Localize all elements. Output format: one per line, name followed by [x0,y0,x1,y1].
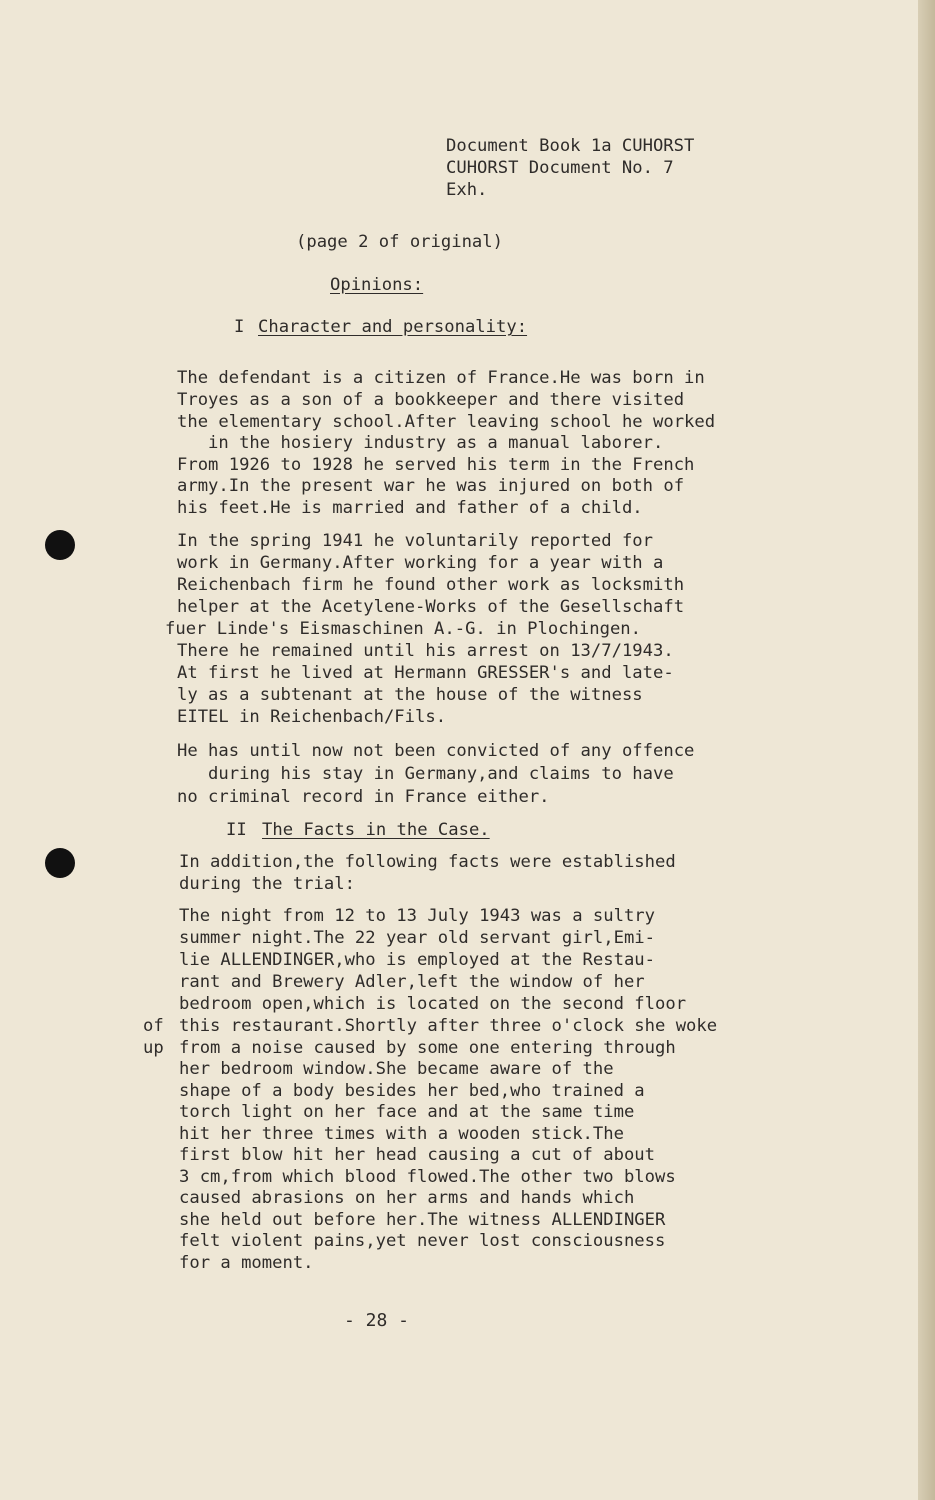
para2-line: fuer Linde's Eismaschinen A.-G. in Plochingen. [165,619,641,639]
header-line-1: Document Book 1a CUHORST [446,136,695,156]
para1-line: army.In the present war he was injured on both of [177,476,685,496]
para3-line: He has until now not been convicted of any offence [177,741,695,761]
para2-line: Reichenbach firm he found other work as locksmith [177,575,685,595]
para5-line: from a noise caused by some one entering through [179,1038,676,1058]
para5-line: first blow hit her head causing a cut of about [179,1145,655,1165]
para2-line: In the spring 1941 he voluntarily reported for [177,531,653,551]
section-2-title: The Facts in the Case. [262,820,490,840]
para3-line: no criminal record in France either. [177,787,550,807]
para5-line: 3 cm,from which blood flowed.The other two blows [179,1167,676,1187]
margin-note-of: of [143,1016,164,1036]
para5-line: caused abrasions on her arms and hands which [179,1188,635,1208]
para2-line: work in Germany.After working for a year with a [177,553,664,573]
para5-line: rant and Brewery Adler,left the window of her [179,972,645,992]
para5-line: felt violent pains,yet never lost consciousness [179,1231,666,1251]
para5-line: bedroom open,which is located on the second floor [179,994,687,1014]
header-line-3: Exh. [446,180,488,200]
punch-hole-top [45,530,75,560]
para1-line: Troyes as a son of a bookkeeper and there visited [177,390,685,410]
para5-line: her bedroom window.She became aware of the [179,1059,614,1079]
para5-line: torch light on her face and at the same time [179,1102,635,1122]
page-number: - 28 - [344,1310,410,1331]
para5-line: she held out before her.The witness ALLENDINGER [179,1210,666,1230]
para2-line: There he remained until his arrest on 13/7/1943. [177,641,674,661]
margin-note-up: up [143,1038,164,1058]
para1-line: in the hosiery industry as a manual laborer. [177,433,664,453]
opinions-heading: Opinions: [330,275,424,295]
para5-line: this restaurant.Shortly after three o'clock she woke [179,1016,718,1036]
para5-line: shape of a body besides her bed,who trained a [179,1081,645,1101]
para4-line: during the trial: [179,874,355,894]
page-note: (page 2 of original) [296,232,503,252]
section-1-numeral: I [234,317,245,337]
para5-line: The night from 12 to 13 July 1943 was a sultry [179,906,655,926]
punch-hole-bottom [45,848,75,878]
para1-line: From 1926 to 1928 he served his term in the French [177,455,695,475]
para2-line: ly as a subtenant at the house of the witness [177,685,643,705]
para4-line: In addition,the following facts were established [179,852,676,872]
para5-line: summer night.The 22 year old servant girl,Emi- [179,928,655,948]
para5-line: for a moment. [179,1253,314,1273]
para2-line: At first he lived at Hermann GRESSER's and late- [177,663,674,683]
para3-line: during his stay in Germany,and claims to have [177,764,674,784]
section-1-title: Character and personality: [258,317,528,337]
para2-line: EITEL in Reichenbach/Fils. [177,707,447,727]
para1-line: the elementary school.After leaving school he worked [177,412,716,432]
para2-line: helper at the Acetylene-Works of the Gesellschaft [177,597,685,617]
para5-line: hit her three times with a wooden stick.The [179,1124,624,1144]
page-edge [918,0,935,1500]
para1-line: The defendant is a citizen of France.He was born in [177,368,705,388]
header-line-2: CUHORST Document No. 7 [446,158,674,178]
section-2-numeral: II [226,820,247,840]
para5-line: lie ALLENDINGER,who is employed at the Restau- [179,950,655,970]
para1-line: his feet.He is married and father of a child. [177,498,643,518]
